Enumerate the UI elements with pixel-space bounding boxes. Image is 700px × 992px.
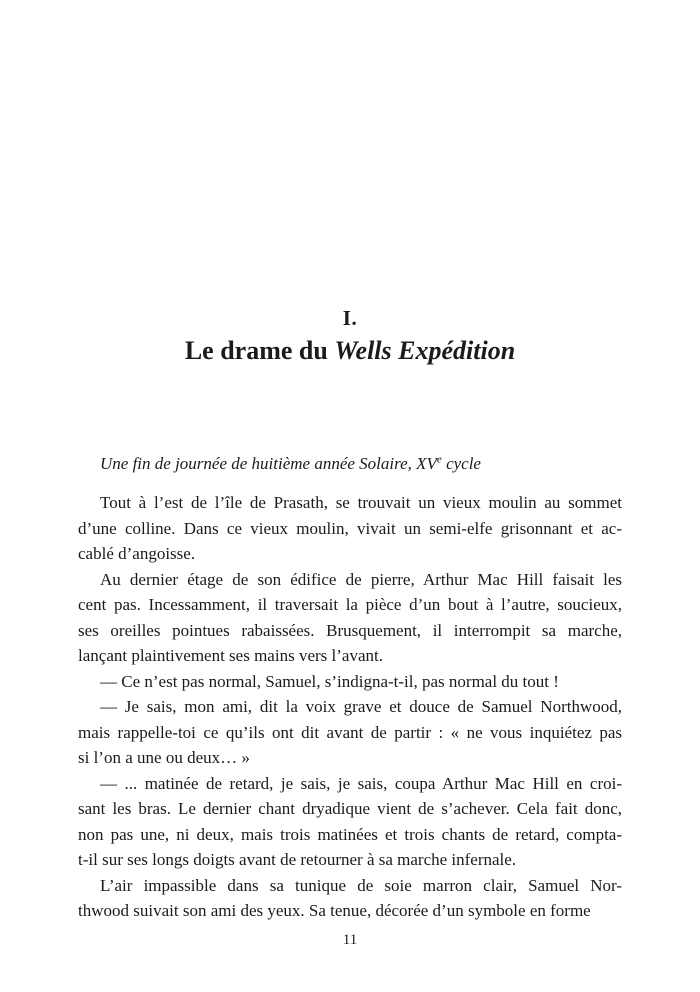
text-line: cent pas. Incessamment, il traversait la pièce d’un bout à l’autre, soucieux, xyxy=(78,595,622,614)
paragraph xyxy=(78,771,622,873)
scene-subtitle-text: Une fin de journée de huitième année Solaire, XV xyxy=(100,454,437,473)
chapter-heading xyxy=(0,305,700,367)
scene-subtitle-tail: cycle xyxy=(441,454,481,473)
text-line: t-il sur ses longs doigts avant de retourner à sa marche infernale. xyxy=(78,850,517,869)
text-line: thwood suivait son ami des yeux. Sa tenue, décorée d’un symbole en forme xyxy=(78,901,591,920)
paragraph xyxy=(78,490,622,567)
text-line: non pas une, ni deux, mais trois matinées et trois chants de retard, compta- xyxy=(78,824,622,844)
text-line: mais rappelle-toi ce qu’ils ont dit avant de partir : « ne vous inquiétez pas xyxy=(78,722,622,742)
text-line: Tout à l’est de l’île de Prasath, se trouvait un vieux moulin au sommet xyxy=(100,493,622,512)
chapter-number: I. xyxy=(342,306,358,330)
text-line: — Ce n’est pas normal, Samuel, s’indigna-t-il, pas normal du tout ! xyxy=(100,671,559,691)
text-line: — ... matinée de retard, je sais, je sais, coupa Arthur Mac Hill en croi- xyxy=(100,773,622,793)
chapter-title-roman: Le drame du xyxy=(184,336,335,365)
paragraph xyxy=(78,669,622,695)
page-number: 11 xyxy=(342,932,358,948)
chapter-title-italic: Wells Expédition xyxy=(334,336,516,365)
chapter-title xyxy=(0,335,700,367)
text-line: si l’on a une ou deux… » xyxy=(78,748,250,767)
text-line: cablé d’angoisse. xyxy=(78,544,196,563)
text-line: Au dernier étage de son édifice de pierre, Arthur Mac Hill faisait les xyxy=(100,569,622,589)
paragraph xyxy=(78,873,622,924)
text-line: L’air impassible dans sa tunique de soie marron clair, Samuel Nor- xyxy=(100,875,622,895)
paragraph xyxy=(78,694,622,771)
text-line: — Je sais, mon ami, dit la voix grave et douce de Samuel Northwood, xyxy=(100,697,622,716)
body-text xyxy=(78,490,622,924)
paragraph xyxy=(78,567,622,669)
text-line: sant les bras. Le dernier chant dryadique vient de s’achever. Cela fait donc, xyxy=(78,799,622,818)
scene-subtitle-superscript: e xyxy=(436,453,442,466)
text-line: lançant plaintivement ses mains vers l’avant. xyxy=(78,646,383,665)
text-line: ses oreilles pointues rabaissées. Brusquement, il interrompit sa marche, xyxy=(78,620,622,640)
scene-subtitle xyxy=(78,451,622,476)
text-line: d’une colline. Dans ce vieux moulin, vivait un semi-elfe grisonnant et ac- xyxy=(78,518,622,538)
